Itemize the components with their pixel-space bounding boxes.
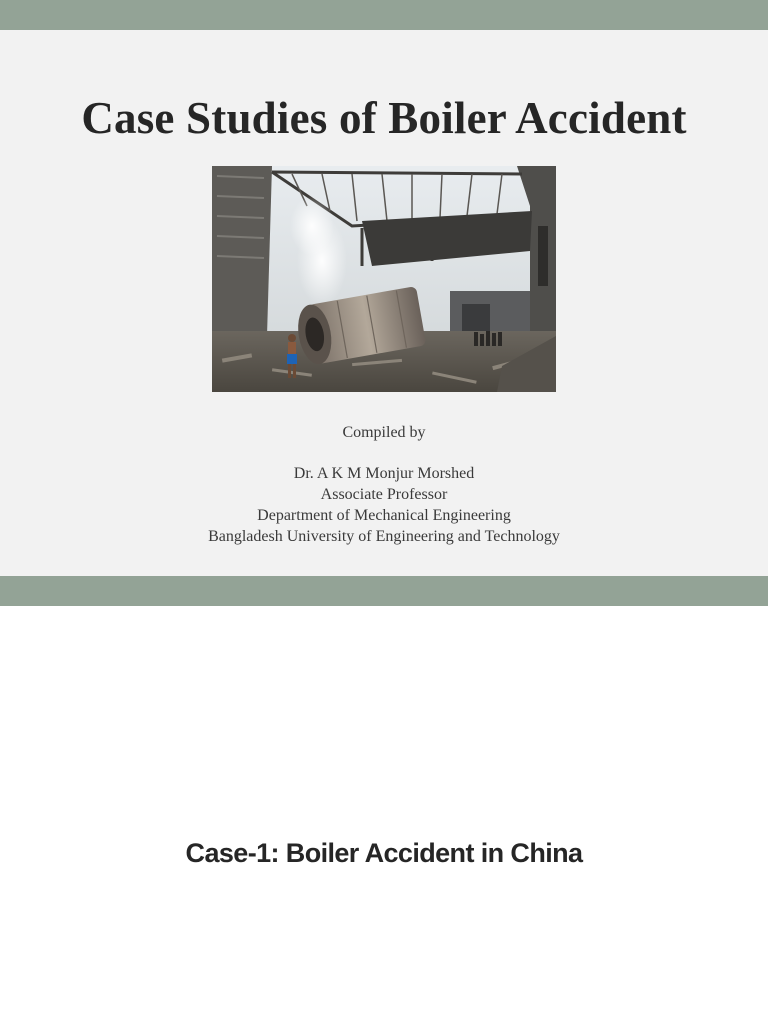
bottom-accent-band	[0, 576, 768, 606]
author-name: Dr. A K M Monjur Morshed	[293, 465, 475, 482]
title-slide	[0, 30, 768, 576]
author-university: Bangladesh University of Engineering and Technology	[208, 528, 560, 545]
boiler-explosion-photo	[212, 166, 556, 392]
credits-block	[0, 422, 768, 547]
top-accent-band	[0, 0, 768, 30]
case-title: Case-1: Boiler Accident in China	[185, 838, 583, 868]
compiled-by-label: Compiled by	[342, 424, 426, 441]
slide-title: Case Studies of Boiler Accident	[81, 93, 687, 143]
author-position: Associate Professor	[320, 486, 448, 503]
case-slide	[0, 606, 768, 1024]
author-department: Department of Mechanical Engineering	[257, 507, 511, 524]
